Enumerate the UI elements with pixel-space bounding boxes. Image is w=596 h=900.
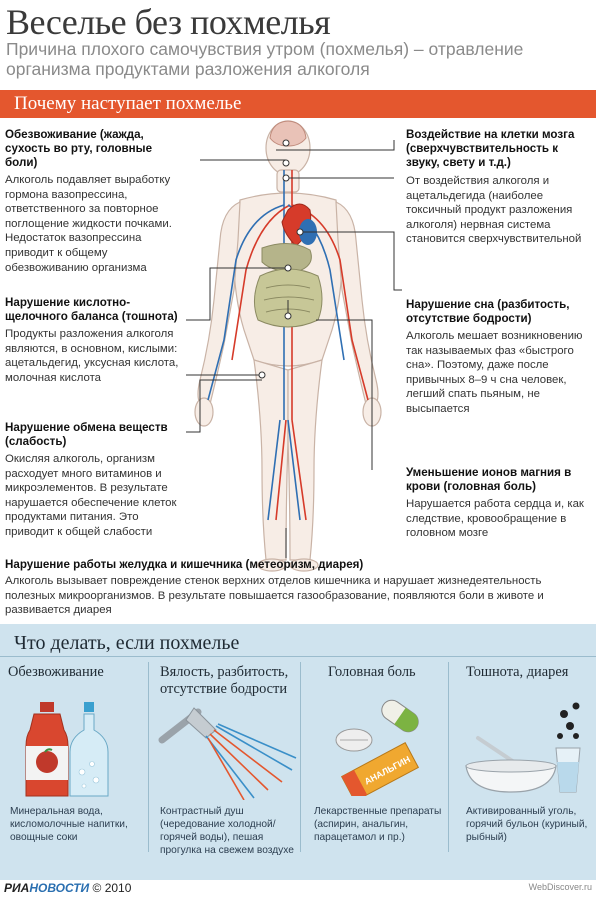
- cause-magnesium: [406, 466, 594, 541]
- cause-acid-base: [5, 296, 185, 385]
- remedy-text-dehydration: Минеральная вода, кисломолочные напитки, овощные соки: [10, 806, 128, 843]
- page-title: Веселье без похмелья: [6, 2, 331, 42]
- remedy-text-headache: Лекарственные препараты (аспирин, анальгин, парацетамол и пр.): [314, 806, 442, 843]
- brand-novosti: НОВОСТИ: [29, 881, 90, 895]
- brand-ria: РИА: [4, 881, 30, 895]
- cause-text: От воздействия алкоголя и ацетальдегида (наиболее токсичный продукт разложения алкоголя) нервная система становится сверхчувствительной: [406, 175, 582, 246]
- charcoal-bowl-icon: [462, 696, 592, 806]
- cause-text: Нарушается работа сердца и, как следствие, кровообращение в головном мозге: [406, 498, 584, 540]
- cause-heading: Воздействие на клетки мозга (сверхчувствительность к звуку, свету и т.д.): [406, 128, 575, 169]
- divider: [0, 656, 596, 657]
- copyright: © 2010: [92, 881, 132, 895]
- cause-text: Окисляя алкоголь, организм расходует много витаминов и микроэлементов. В результате нарушается обеспечение клеток продуктами питания. Это приводит к общей слабости: [5, 453, 177, 538]
- cause-text: Алкоголь подавляет выработку гормона вазопрессина, ответственного за повторное поглощение жидкости почками. Недостаток вазопрессина приводит к общему обезвоживанию организма: [5, 174, 172, 274]
- cause-heading: Уменьшение ионов магния в крови (головная боль): [406, 466, 572, 493]
- cause-brain: [406, 128, 592, 247]
- cause-sleep: [406, 298, 592, 417]
- cause-text: Алкоголь вызывает повреждение стенок верхних отделов кишечника и нарушает жизнедеятельность полезных микроорганизмов. В результате повышается газообразование, появляются боли в животе и развивается диарея: [5, 575, 544, 617]
- remedy-text-fatigue: Контрастный душ (чередование холодной/горячей воды), пешая прогулка на свежем воздухе: [160, 806, 294, 856]
- pack-label: АНАЛЬГИН: [362, 754, 412, 787]
- remedy-heading-fatigue: Вялость, разбитость, отсутствие бодрости: [160, 664, 289, 697]
- cause-heading: Нарушение кислотно-щелочного баланса (тошнота): [5, 296, 178, 323]
- watermark: WebDiscover.ru: [528, 882, 592, 892]
- cause-heading: Нарушение обмена веществ (слабость): [5, 421, 168, 448]
- cause-heading: Обезвоживание (жажда, сухость во рту, головные боли): [5, 128, 153, 169]
- bottles-icon: [10, 700, 150, 800]
- section-bar-title: Почему наступает похмелье: [14, 93, 242, 114]
- cause-heading: Нарушение работы желудка и кишечника (метеоризм, диарея): [5, 558, 364, 571]
- column-divider: [448, 662, 449, 852]
- cause-stomach: [5, 558, 590, 618]
- cause-dehydration: [5, 128, 183, 275]
- cause-text: Продукты разложения алкоголя являются, в основном, кислыми: ацетальдегид, уксусная кислота, молочная кислота: [5, 328, 179, 384]
- cause-metabolism: [5, 421, 187, 540]
- footer-brand: [4, 880, 131, 896]
- remedy-heading-headache: Головная боль: [328, 664, 416, 680]
- cause-text: Алкоголь мешает возникновению так называемых фаз «быстрого сна». Поэтому, даже после привычных 8–9 ч сна человек, легший спать пьяным, не высыпается: [406, 330, 583, 415]
- remedy-heading-dehydration: Обезвоживание: [8, 664, 104, 680]
- page-subtitle: Причина плохого самочувствия утром (похмелья) – отравление организма продуктами разложения алкоголя: [6, 39, 524, 79]
- cause-heading: Нарушение сна (разбитость, отсутствие бодрости): [406, 298, 570, 325]
- shower-icon: [158, 700, 298, 800]
- pills-icon: [318, 696, 448, 796]
- what-to-do-title: Что делать, если похмелье: [14, 632, 240, 654]
- remedy-text-nausea: Активированный уголь, горячий бульон (куриный, рыбный): [466, 806, 588, 843]
- remedy-heading-nausea: Тошнота, диарея: [466, 664, 569, 680]
